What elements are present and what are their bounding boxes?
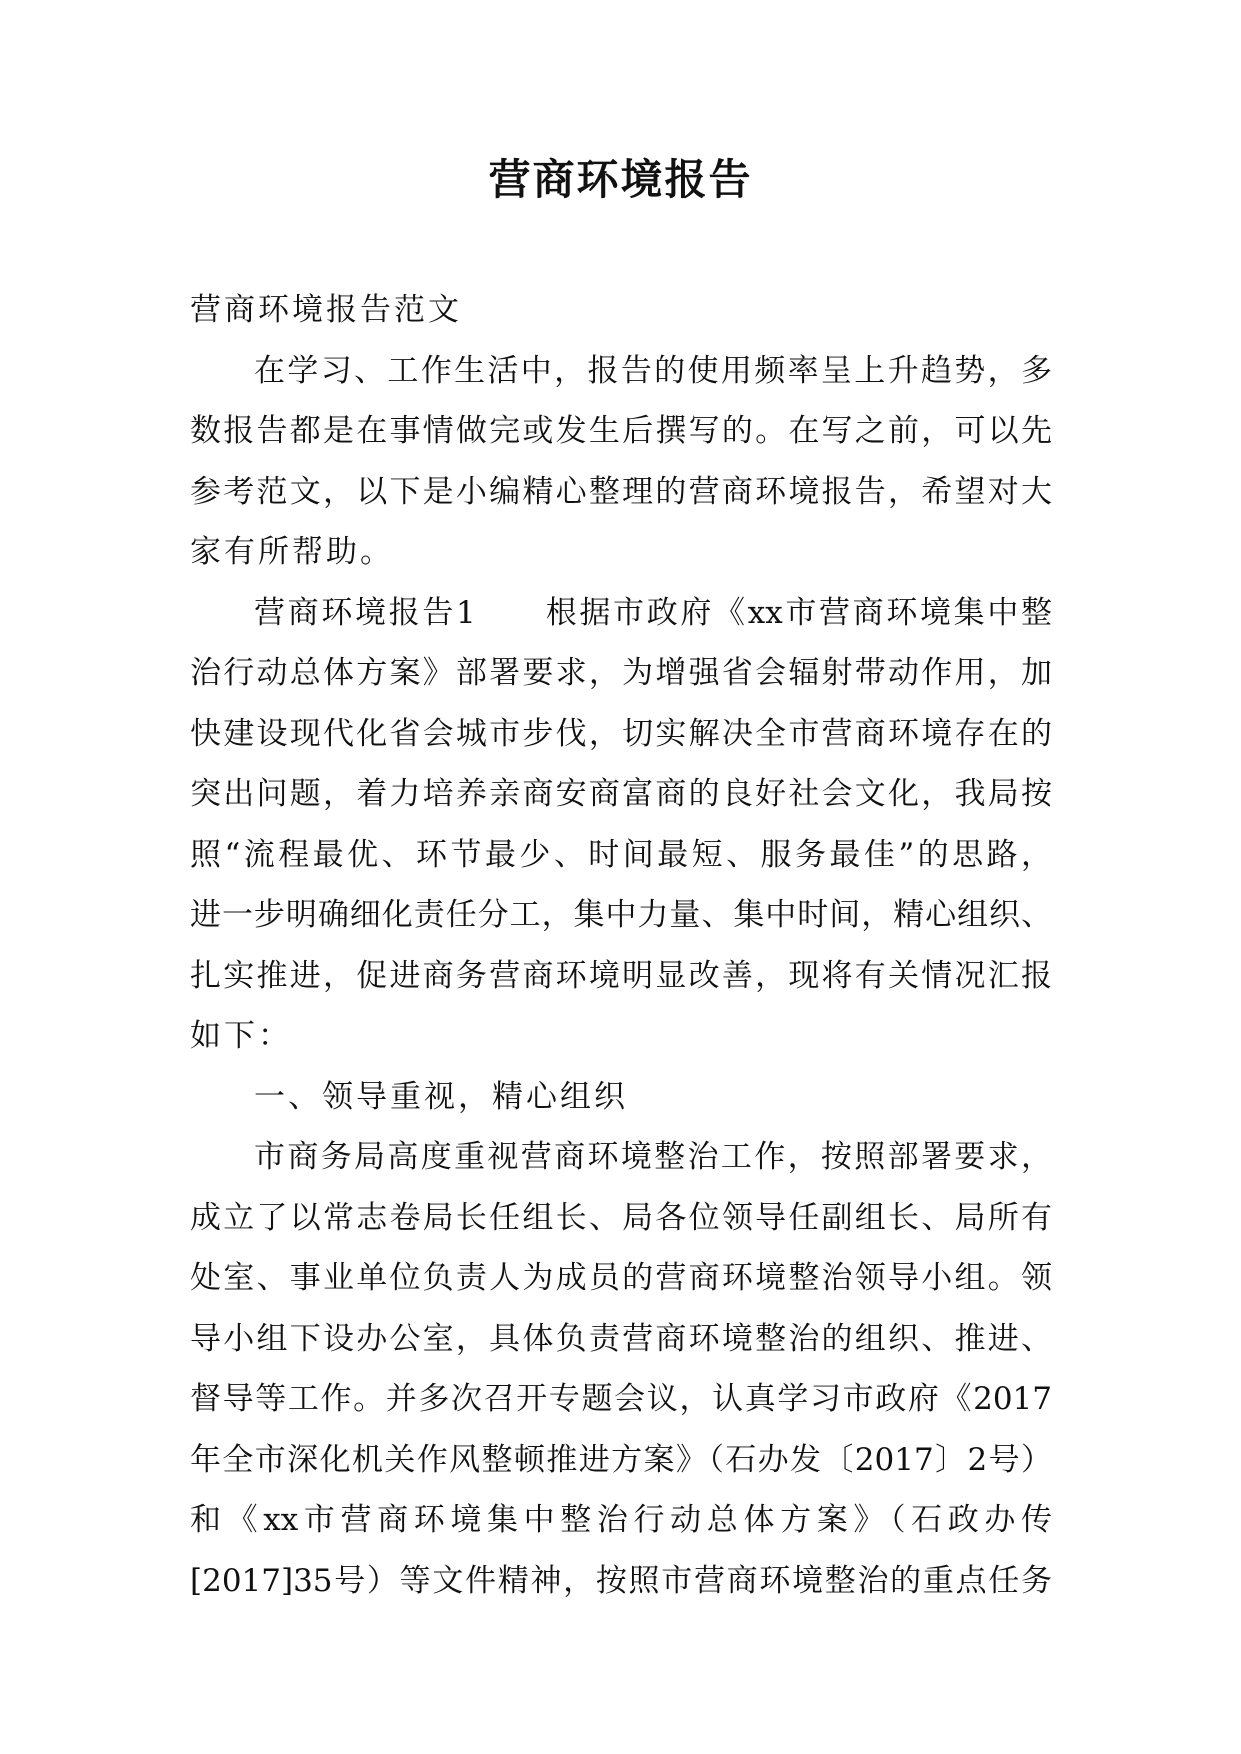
paragraph-line: 进一步明确细化责任分工，集中力量、集中时间，精心组织、 (190, 897, 1052, 933)
paragraph-line: 年全市深化机关作风整顿推进方案》（石办发〔2017〕2号） (190, 1441, 1052, 1478)
paragraph-line: 照“流程最优、环节最少、时间最短、服务最佳”的思路， (190, 836, 1052, 873)
paragraph-line: [2017]35号）等文件精神，按照市营商环境整治的重点任务 (190, 1562, 1052, 1599)
document-subtitle: 营商环境报告范文 (190, 292, 462, 328)
paragraph-line: 突出问题，着力培养亲商安商富商的良好社会文化，我局按 (190, 776, 1052, 812)
document-title: 营商环境报告 (488, 155, 753, 204)
paragraph-line: 参考范文，以下是小编精心整理的营商环境报告，希望对大 (190, 473, 1052, 510)
paragraph-line: 市商务局高度重视营商环境整治工作，按照部署要求， (254, 1139, 1052, 1175)
section-heading: 一、领导重视，精心组织 (254, 1078, 628, 1115)
paragraph-line: 营商环境报告1 根据市政府《xx市营商环境集中整 (254, 594, 1052, 631)
paragraph-line: 处室、事业单位负责人为成员的营商环境整治领导小组。领 (190, 1260, 1052, 1296)
paragraph-line: 数报告都是在事情做完或发生后撰写的。在写之前，可以先 (190, 413, 1052, 449)
paragraph-line: 如下： (190, 1018, 292, 1054)
document-body (190, 280, 1052, 1611)
paragraph-line: 治行动总体方案》部署要求，为增强省会辐射带动作用，加 (190, 655, 1052, 691)
paragraph-line: 扎实推进，促进商务营商环境明显改善，现将有关情况汇报 (190, 957, 1052, 994)
paragraph-line: 在学习、工作生活中，报告的使用频率呈上升趋势，多 (254, 352, 1052, 389)
paragraph-line: 督导等工作。并多次召开专题会议，认真学习市政府《2017 (190, 1381, 1052, 1417)
paragraph-line: 导小组下设办公室，具体负责营商环境整治的组织、推进、 (190, 1320, 1052, 1357)
paragraph-line: 家有所帮助。 (190, 534, 394, 570)
paragraph-line: 和《xx市营商环境集中整治行动总体方案》（石政办传 (190, 1502, 1052, 1538)
paragraph-line: 成立了以常志卷局长任组长、局各位领导任副组长、局所有 (190, 1199, 1052, 1236)
paragraph-line: 快建设现代化省会城市步伐，切实解决全市营商环境存在的 (190, 715, 1052, 752)
